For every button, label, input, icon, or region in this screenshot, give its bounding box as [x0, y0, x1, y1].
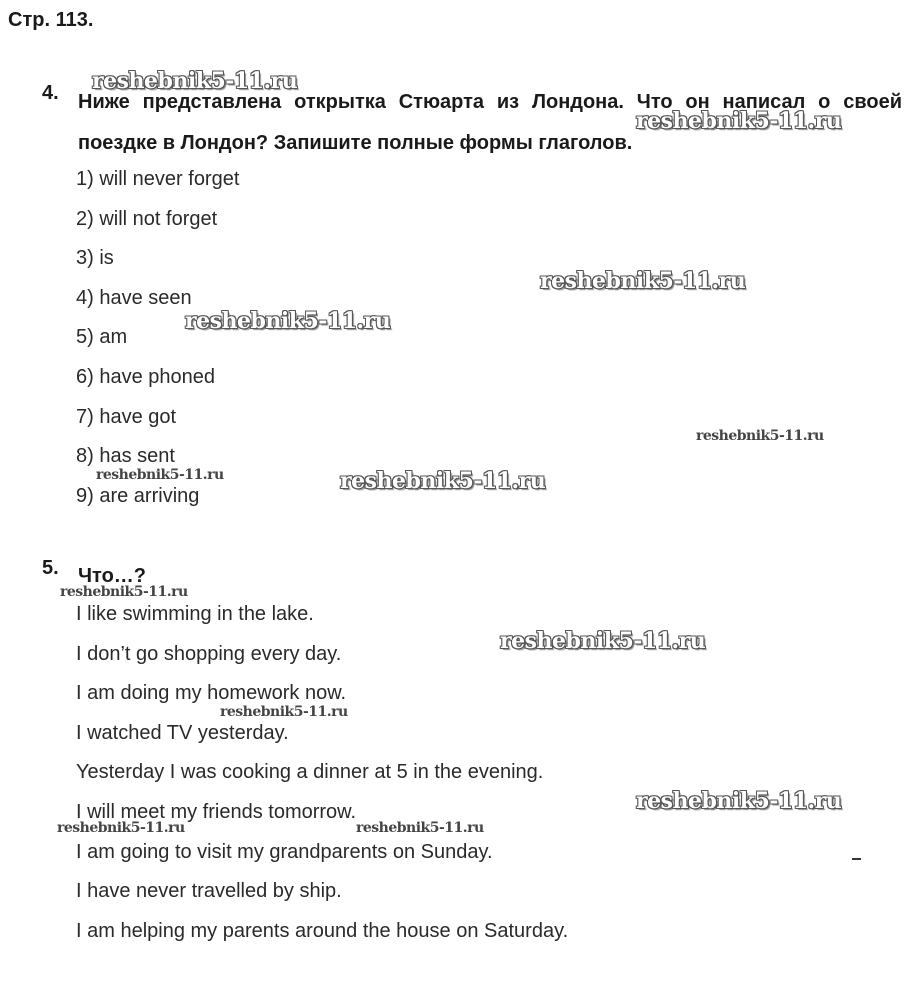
answer-item: I will meet my friends tomorrow.: [76, 800, 357, 823]
answer-item: Yesterday I was cooking a dinner at 5 in the evening.: [76, 761, 544, 784]
watermark: reshebnik5-11.ru: [185, 308, 391, 334]
watermark: reshebnik5-11.ru: [500, 628, 706, 654]
answer-list-task-4: [76, 160, 239, 516]
answer-item: 5) am: [76, 326, 128, 349]
watermark: reshebnik5-11.ru: [540, 268, 746, 294]
task-prompt: Что…?: [78, 565, 147, 587]
task-prompt: Ниже представлена открытка Стюарта из Лондона. Что он написал о своей поездке в Лондон? Запишите полные формы глаголов.: [78, 91, 902, 154]
answer-item: 2) will not forget: [76, 207, 218, 230]
answer-item: I am doing my homework now.: [76, 682, 347, 705]
answer-item: 6) have phoned: [76, 365, 216, 388]
watermark: reshebnik5-11.ru: [340, 468, 546, 494]
watermark: reshebnik5-11.ru: [96, 467, 224, 483]
answer-item: 9) are arriving: [76, 484, 200, 507]
watermark: reshebnik5-11.ru: [636, 108, 842, 134]
answer-item: 4) have seen: [76, 286, 192, 309]
answer-item: I have never travelled by ship.: [76, 880, 342, 903]
stray-mark: [852, 858, 861, 860]
answer-item: I am going to visit my grandparents on Sunday.: [76, 840, 493, 863]
watermark: reshebnik5-11.ru: [60, 584, 188, 600]
answer-list-task-5: [76, 595, 568, 951]
answer-item: I don’t go shopping every day.: [76, 642, 342, 665]
answer-item: 1) will never forget: [76, 168, 240, 190]
answer-item: I watched TV yesterday.: [76, 721, 289, 744]
watermark: reshebnik5-11.ru: [220, 704, 348, 720]
task-number: 5.: [42, 557, 59, 579]
watermark: reshebnik5-11.ru: [92, 68, 298, 94]
answer-item: 8) has sent: [76, 445, 175, 468]
task-number: 4.: [42, 82, 59, 104]
watermark: reshebnik5-11.ru: [356, 820, 484, 836]
answer-item: 7) have got: [76, 405, 177, 428]
answer-item: I like swimming in the lake.: [76, 603, 314, 625]
answer-item: 3) is: [76, 247, 114, 270]
page-heading: Стр. 113.: [8, 9, 94, 31]
answer-item: I am helping my parents around the house on Saturday.: [76, 919, 569, 942]
watermark: reshebnik5-11.ru: [696, 428, 824, 444]
watermark: reshebnik5-11.ru: [636, 788, 842, 814]
watermark: reshebnik5-11.ru: [57, 820, 185, 836]
